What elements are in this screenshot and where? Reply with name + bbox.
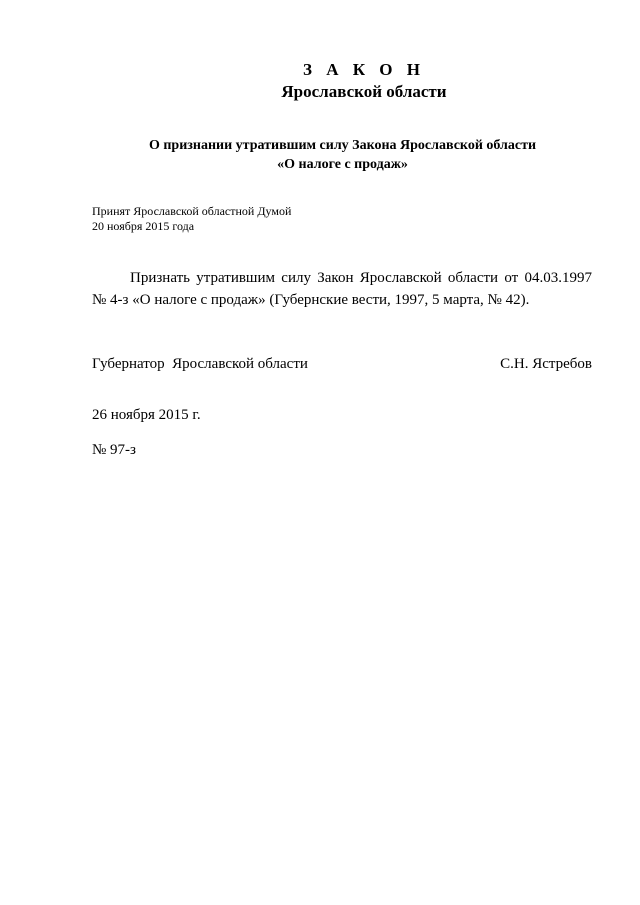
law-number: № 97-з (92, 442, 136, 458)
adopted-date: 20 ноября 2015 года (92, 219, 195, 233)
law-body (92, 267, 592, 311)
signatory-position: Губернатор Ярославской области (92, 356, 308, 372)
signature-block (92, 356, 592, 373)
signing-date: 26 ноября 2015 г. (92, 407, 201, 423)
document-region: Ярославской области (281, 82, 447, 101)
law-body-line-1: Признать утратившим силу Закон Ярославской области от 04.03.1997 (130, 270, 592, 286)
law-subject-line-2: «О налоге с продаж» (277, 157, 408, 172)
adopted-by: Принят Ярославской областной Думой (92, 204, 292, 218)
signatory-name: С.Н. Ястребов (500, 356, 592, 372)
law-body-line-2: № 4-з «О налоге с продаж» (Губернские вести, 1997, 5 марта, № 42). (92, 292, 530, 308)
law-subject (90, 136, 595, 174)
law-subject-line-1: О признании утратившим силу Закона Ярославской области (148, 138, 537, 153)
document-title: З А К О Н (302, 60, 426, 79)
adoption-info (92, 204, 291, 234)
